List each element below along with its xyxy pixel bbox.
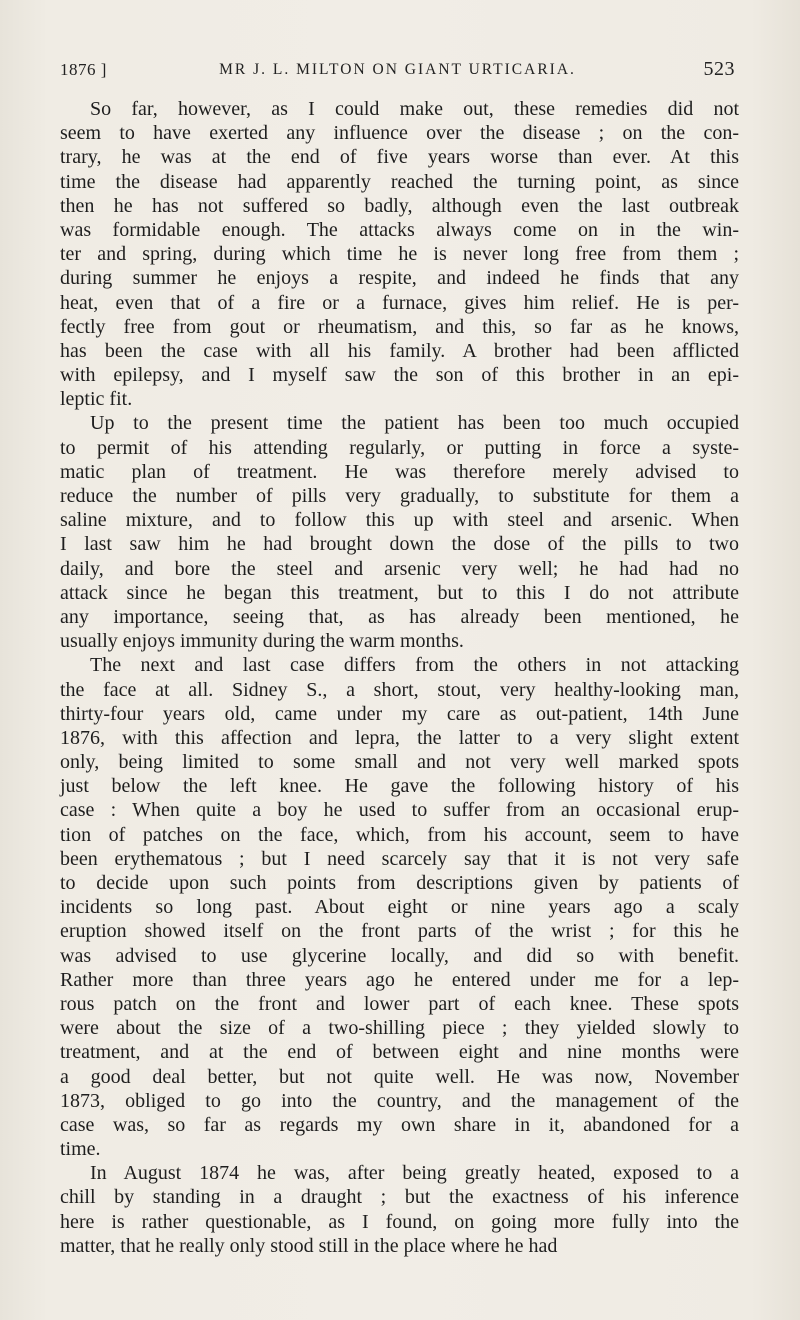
text-line: case : When quite a boy he used to suffer from an occasional erup- [60, 799, 739, 822]
text-line: was formidable enough. The attacks always come on in the win- [60, 218, 739, 241]
text-line: I last saw him he had brought down the dose of the pills to two [60, 533, 739, 556]
text-line: 1873, obliged to go into the country, and the management of the [60, 1089, 739, 1112]
text-line: incidents so long past. About eight or nine years ago a scaly [60, 896, 739, 919]
text-line: any importance, seeing that, as has already been mentioned, he [60, 605, 739, 628]
text-line: rous patch on the front and lower part of each knee. These spots [60, 992, 739, 1015]
text-line: treatment, and at the end of between eight and nine months were [60, 1041, 739, 1064]
text-line: then he has not suffered so badly, although even the last outbreak [60, 194, 739, 217]
text-line: In August 1874 he was, after being greatly heated, exposed to a [90, 1162, 739, 1185]
text-line: So far, however, as I could make out, these remedies did not [90, 98, 739, 120]
text-line: chill by standing in a draught ; but the exactness of his inference [60, 1186, 739, 1209]
text-line: to permit of his attending regularly, or putting in force a syste- [60, 436, 739, 459]
text-line: a good deal better, but not quite well. He was now, November [60, 1065, 739, 1088]
text-line: to decide upon such points from descriptions given by patients of [60, 872, 739, 894]
text-line: Rather more than three years ago he entered under me for a lep- [60, 968, 739, 991]
text-line: attack since he began this treatment, but to this I do not attribute [60, 581, 739, 604]
text-line: the face at all. Sidney S., a short, stout, very healthy-looking man, [60, 678, 739, 701]
text-line: here is rather questionable, as I found, on going more fully into the [60, 1210, 739, 1233]
running-header [60, 56, 735, 86]
text-line: ter and spring, during which time he is never long free from them ; [60, 243, 739, 266]
text-line: were about the size of a two-shilling piece ; they yielded slowly to [60, 1017, 739, 1040]
text-line: fectly free from gout or rheumatism, and this, so far as he knows, [60, 315, 739, 338]
text-line: has been the case with all his family. A brother had been afflicted [60, 339, 739, 362]
text-line: The next and last case differs from the others in not attacking [90, 654, 739, 677]
paragraph [60, 653, 739, 1161]
text-line: leptic fit. [60, 388, 133, 411]
running-title: MR J. L. MILTON ON GIANT URTICARIA. [219, 61, 576, 78]
text-line: matter, that he really only stood still in the place where he had [60, 1234, 558, 1257]
text-line: case was, so far as regards my own share in it, abandoned for a [60, 1113, 739, 1136]
text-line: time. [60, 1138, 101, 1161]
paragraph [60, 97, 739, 411]
text-line: matic plan of treatment. He was therefore merely advised to [60, 460, 739, 483]
text-line: trary, he was at the end of five years worse than ever. At this [60, 146, 739, 169]
text-line: usually enjoys immunity during the warm months. [60, 630, 464, 653]
text-line: time the disease had apparently reached the turning point, as since [60, 170, 739, 193]
page-number: 523 [703, 58, 735, 80]
text-line: was advised to use glycerine locally, and did so with benefit. [60, 944, 739, 967]
text-line: Up to the present time the patient has been too much occupied [90, 412, 739, 435]
text-line: 1876, with this affection and lepra, the latter to a very slight extent [60, 726, 739, 749]
text-line: seem to have exerted any influence over the disease ; on the con- [60, 122, 739, 145]
text-line: saline mixture, and to follow this up with steel and arsenic. When [60, 509, 739, 532]
text-line: eruption showed itself on the front parts of the wrist ; for this he [60, 920, 739, 943]
text-line: thirty-four years old, came under my care as out-patient, 14th June [60, 702, 739, 725]
text-line: just below the left knee. He gave the following history of his [60, 775, 739, 798]
text-line: reduce the number of pills very gradually, to substitute for them a [60, 485, 739, 507]
text-line: daily, and bore the steel and arsenic very well; he had had no [60, 557, 739, 580]
text-line: tion of patches on the face, which, from his account, seem to have [60, 823, 739, 846]
text-line: been erythematous ; but I need scarcely say that it is not very safe [60, 847, 739, 870]
text-line: with epilepsy, and I myself saw the son of this brother in an epi- [60, 364, 739, 387]
text-line: heat, even that of a fire or a furnace, gives him relief. He is per- [60, 291, 739, 314]
text-line: only, being limited to some small and not very well marked spots [60, 751, 739, 774]
body-text [60, 97, 739, 1258]
paragraph [60, 1161, 739, 1258]
header-year: 1876 ] [60, 60, 107, 79]
paragraph [60, 411, 739, 653]
text-line: during summer he enjoys a respite, and indeed he finds that any [60, 267, 739, 290]
